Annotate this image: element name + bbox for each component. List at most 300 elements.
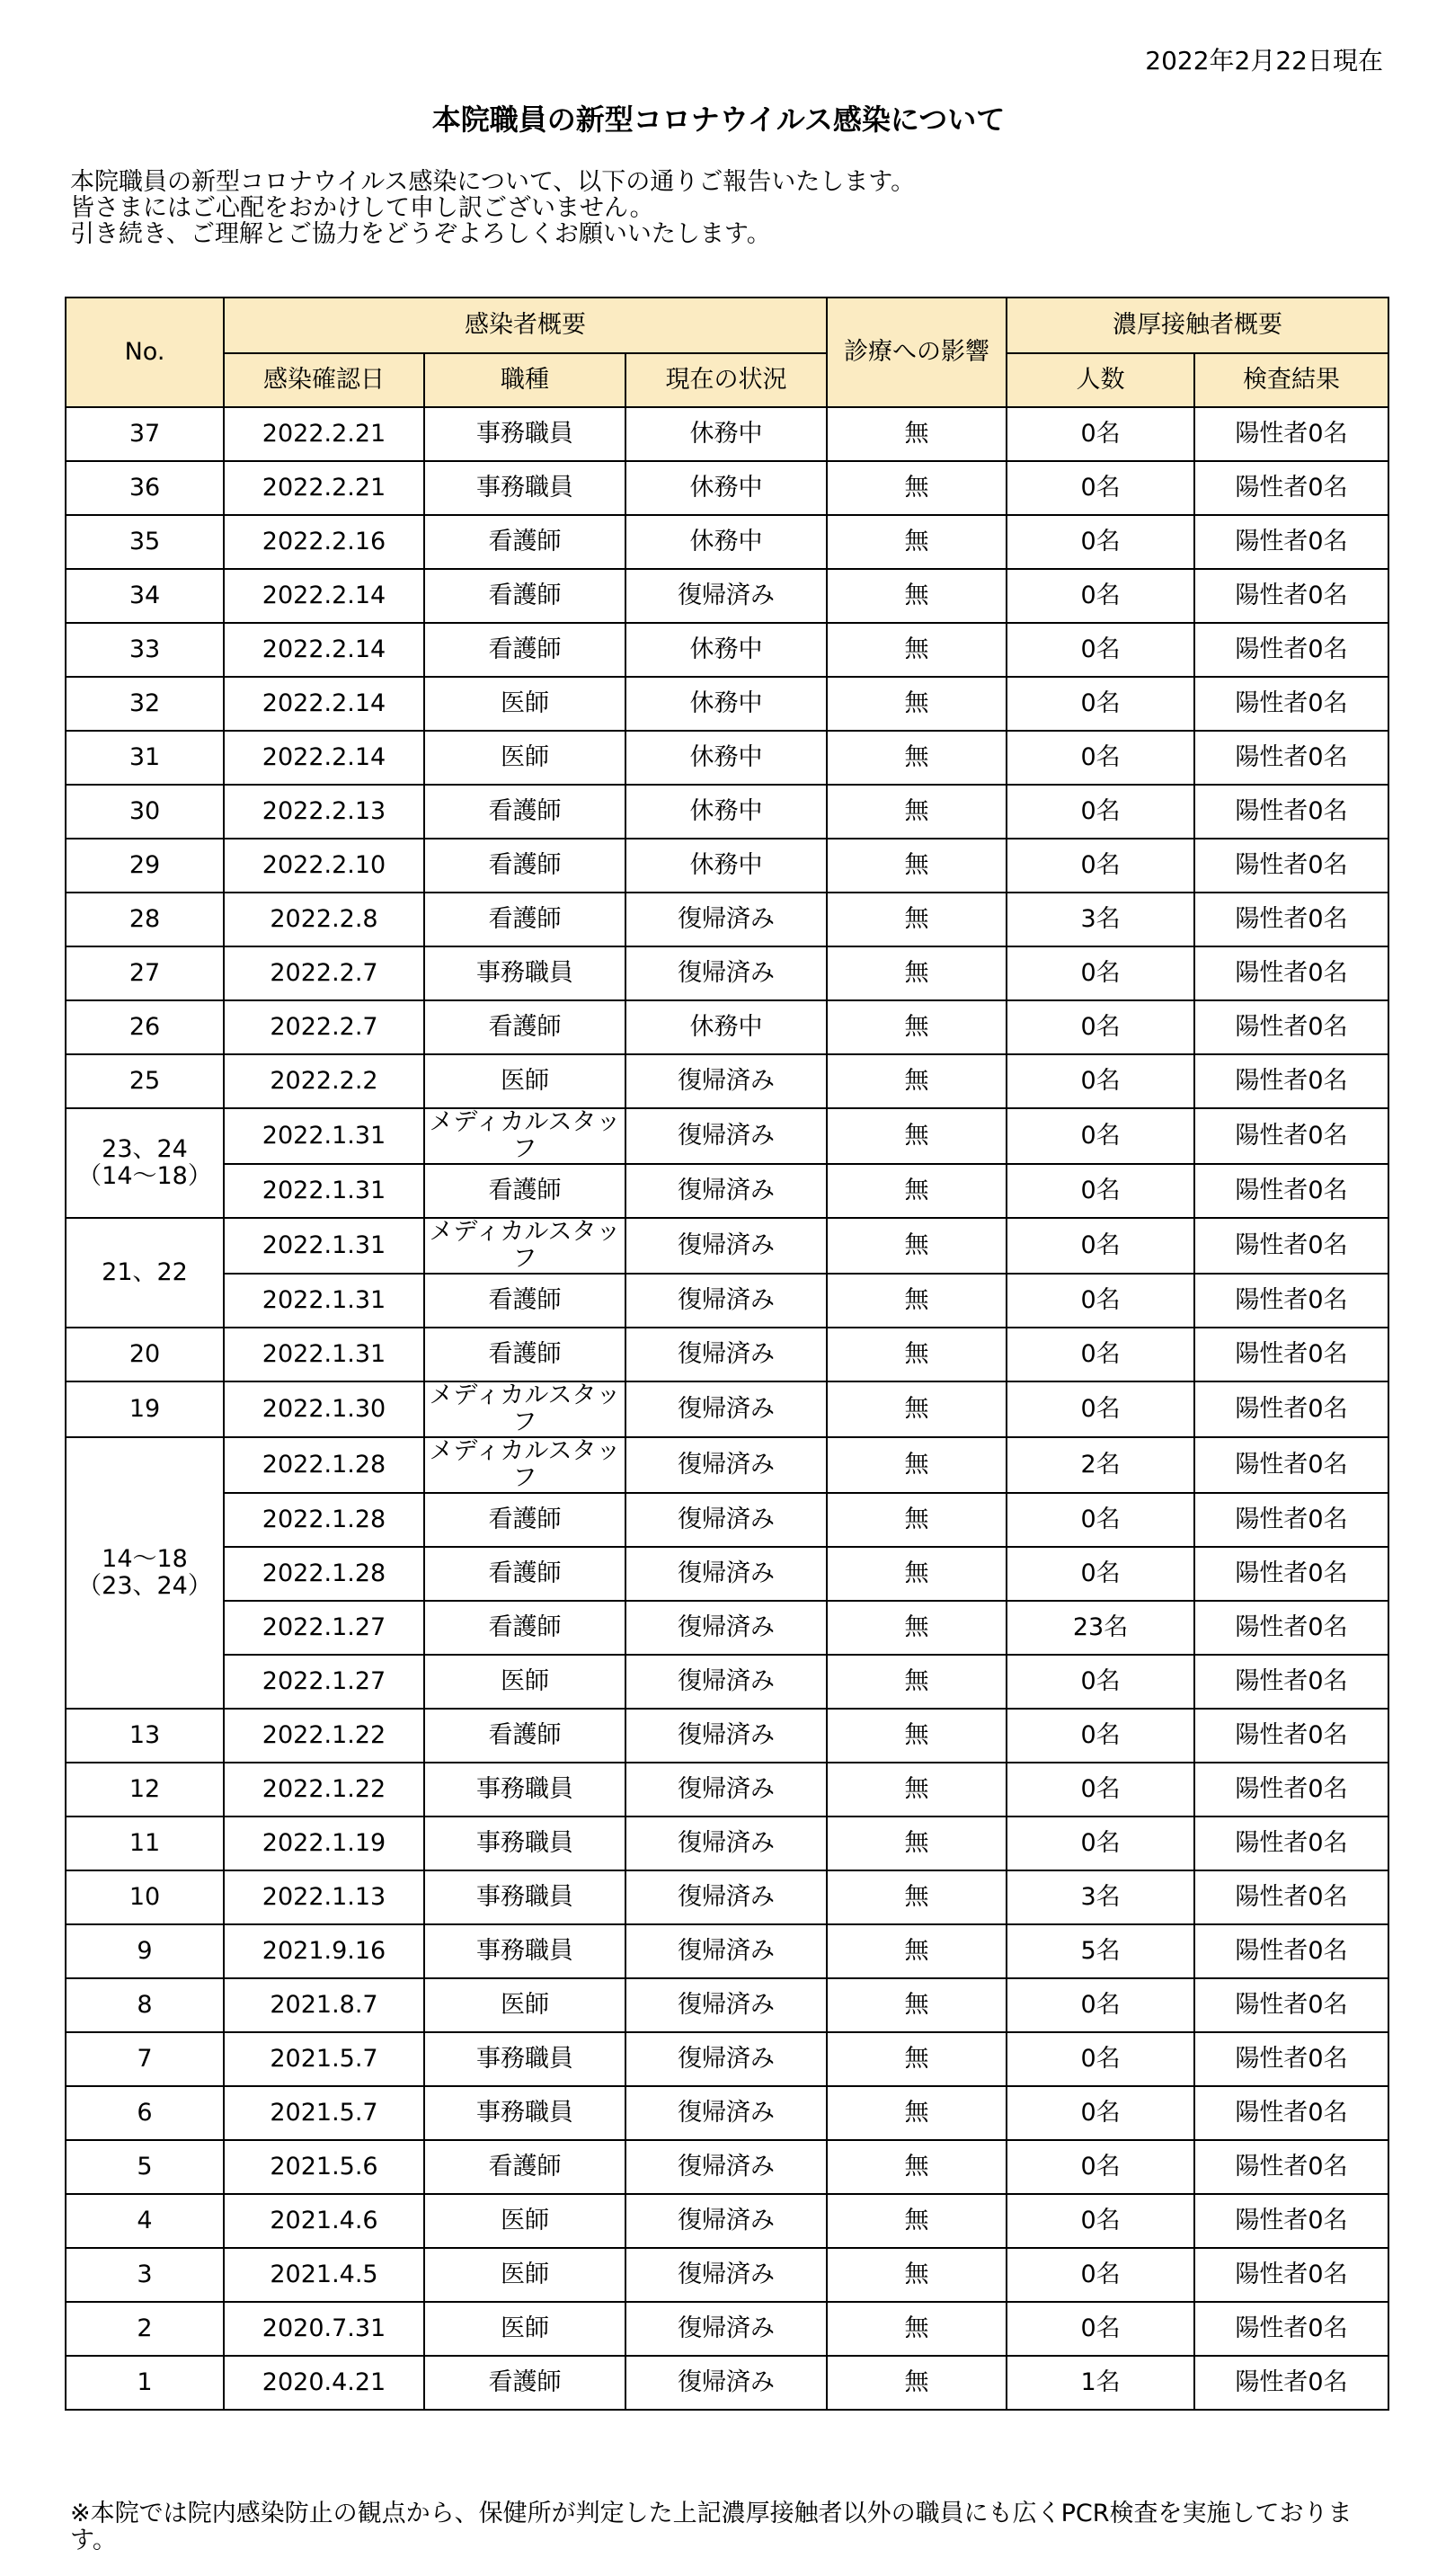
cell-contact-count: 2名	[1007, 1437, 1194, 1493]
cell-status: 休務中	[625, 1000, 827, 1054]
cell-test-result: 陽性者0名	[1194, 1547, 1388, 1601]
cell-impact: 無	[827, 1437, 1007, 1493]
cell-occupation: 医師	[424, 1978, 625, 2032]
cell-contact-count: 0名	[1007, 1274, 1194, 1328]
cell-occupation: 看護師	[424, 2140, 625, 2194]
cell-test-result: 陽性者0名	[1194, 893, 1388, 946]
cell-no: 32	[66, 677, 224, 731]
cell-no: 7	[66, 2032, 224, 2086]
table-row	[66, 785, 1388, 839]
cell-contact-count: 1名	[1007, 2356, 1194, 2410]
cell-occupation: 看護師	[424, 893, 625, 946]
cell-impact: 無	[827, 1381, 1007, 1437]
cell-occupation: 医師	[424, 2248, 625, 2302]
footnote: ※本院では院内感染防止の観点から、保健所が判定した上記濃厚接触者以外の職員にも広くPCR検査を実施しております。	[70, 2500, 1353, 2554]
cell-occupation: 事務職員	[424, 2032, 625, 2086]
cell-occupation: 看護師	[424, 1164, 625, 1218]
cell-confirm-date: 2022.1.27	[224, 1655, 424, 1709]
cell-contact-count: 0名	[1007, 461, 1194, 515]
cell-occupation: 事務職員	[424, 407, 625, 461]
cell-no: 3	[66, 2248, 224, 2302]
cell-occupation: メディカルスタッフ	[424, 1437, 625, 1493]
table-row	[66, 1328, 1388, 1381]
cell-confirm-date: 2022.1.28	[224, 1437, 424, 1493]
cell-occupation: 看護師	[424, 1547, 625, 1601]
cell-test-result: 陽性者0名	[1194, 2248, 1388, 2302]
intro-line: 引き続き、ご理解とご協力をどうぞよろしくお願いいたします。	[70, 220, 771, 248]
cell-status: 休務中	[625, 731, 827, 785]
table-row	[66, 569, 1388, 623]
cell-no: 1	[66, 2356, 224, 2410]
cell-confirm-date: 2022.2.7	[224, 946, 424, 1000]
cell-test-result: 陽性者0名	[1194, 2140, 1388, 2194]
table-row	[66, 2086, 1388, 2140]
cell-test-result: 陽性者0名	[1194, 2086, 1388, 2140]
cell-impact: 無	[827, 623, 1007, 677]
table-row	[66, 1655, 1388, 1709]
cell-contact-count: 23名	[1007, 1601, 1194, 1655]
cell-test-result: 陽性者0名	[1194, 1601, 1388, 1655]
cell-occupation: 看護師	[424, 515, 625, 569]
cell-test-result: 陽性者0名	[1194, 1164, 1388, 1218]
table-row	[66, 2248, 1388, 2302]
cell-occupation: 事務職員	[424, 1870, 625, 1924]
table-row	[66, 1218, 1388, 1274]
cell-contact-count: 0名	[1007, 1328, 1194, 1381]
cell-status: 復帰済み	[625, 2032, 827, 2086]
table-row	[66, 1164, 1388, 1218]
cell-confirm-date: 2022.2.8	[224, 893, 424, 946]
cell-impact: 無	[827, 946, 1007, 1000]
intro-line: 本院職員の新型コロナウイルス感染について、以下の通りご報告いたします。	[70, 168, 916, 196]
header-result: 検査結果	[1194, 353, 1388, 407]
cell-contact-count: 0名	[1007, 946, 1194, 1000]
cell-contact-count: 0名	[1007, 677, 1194, 731]
cell-confirm-date: 2022.2.21	[224, 461, 424, 515]
table-row	[66, 1709, 1388, 1763]
cell-test-result: 陽性者0名	[1194, 1870, 1388, 1924]
cell-impact: 無	[827, 1924, 1007, 1978]
cell-no: 23、24 （14～18）	[66, 1108, 224, 1218]
table-row	[66, 1817, 1388, 1870]
cell-impact: 無	[827, 1164, 1007, 1218]
cell-test-result: 陽性者0名	[1194, 1328, 1388, 1381]
cell-status: 復帰済み	[625, 1763, 827, 1817]
table-row	[66, 2194, 1388, 2248]
cell-contact-count: 0名	[1007, 2140, 1194, 2194]
table-row	[66, 731, 1388, 785]
cell-impact: 無	[827, 1000, 1007, 1054]
cell-confirm-date: 2022.2.2	[224, 1054, 424, 1108]
cell-no: 35	[66, 515, 224, 569]
table-row	[66, 1000, 1388, 1054]
cell-test-result: 陽性者0名	[1194, 2032, 1388, 2086]
cell-occupation: 事務職員	[424, 1763, 625, 1817]
cell-contact-count: 0名	[1007, 1763, 1194, 1817]
cell-impact: 無	[827, 2086, 1007, 2140]
cell-impact: 無	[827, 893, 1007, 946]
cell-status: 復帰済み	[625, 2356, 827, 2410]
table-row	[66, 1978, 1388, 2032]
cell-impact: 無	[827, 407, 1007, 461]
cell-no: 10	[66, 1870, 224, 1924]
cell-test-result: 陽性者0名	[1194, 1709, 1388, 1763]
cell-impact: 無	[827, 1054, 1007, 1108]
cell-test-result: 陽性者0名	[1194, 1978, 1388, 2032]
cell-test-result: 陽性者0名	[1194, 1924, 1388, 1978]
cell-contact-count: 0名	[1007, 2302, 1194, 2356]
cell-test-result: 陽性者0名	[1194, 461, 1388, 515]
header-contact-summary: 濃厚接触者概要	[1007, 298, 1388, 353]
cell-test-result: 陽性者0名	[1194, 1381, 1388, 1437]
cell-status: 復帰済み	[625, 2248, 827, 2302]
cell-status: 復帰済み	[625, 1274, 827, 1328]
cell-confirm-date: 2021.8.7	[224, 1978, 424, 2032]
cell-contact-count: 0名	[1007, 1655, 1194, 1709]
cell-test-result: 陽性者0名	[1194, 1108, 1388, 1164]
cell-impact: 無	[827, 1763, 1007, 1817]
header-occupation: 職種	[424, 353, 625, 407]
cell-occupation: 事務職員	[424, 1924, 625, 1978]
cell-no: 30	[66, 785, 224, 839]
table-row	[66, 1381, 1388, 1437]
cell-status: 復帰済み	[625, 893, 827, 946]
cell-no: 6	[66, 2086, 224, 2140]
cell-confirm-date: 2021.4.5	[224, 2248, 424, 2302]
cell-confirm-date: 2022.1.19	[224, 1817, 424, 1870]
cell-occupation: 看護師	[424, 569, 625, 623]
cell-occupation: 医師	[424, 2302, 625, 2356]
cell-no: 5	[66, 2140, 224, 2194]
cell-test-result: 陽性者0名	[1194, 1493, 1388, 1547]
cell-confirm-date: 2022.2.16	[224, 515, 424, 569]
cell-no: 29	[66, 839, 224, 893]
cell-contact-count: 0名	[1007, 1817, 1194, 1870]
cell-occupation: 看護師	[424, 839, 625, 893]
cell-confirm-date: 2022.2.14	[224, 623, 424, 677]
cell-contact-count: 0名	[1007, 515, 1194, 569]
cell-status: 復帰済み	[625, 2140, 827, 2194]
cell-no: 12	[66, 1763, 224, 1817]
cell-impact: 無	[827, 569, 1007, 623]
cell-no: 14～18 （23、24）	[66, 1437, 224, 1709]
cell-status: 休務中	[625, 677, 827, 731]
cell-status: 復帰済み	[625, 1655, 827, 1709]
cell-test-result: 陽性者0名	[1194, 1763, 1388, 1817]
report-date: 2022年2月22日現在	[1145, 46, 1383, 76]
cell-impact: 無	[827, 1655, 1007, 1709]
table-row	[66, 1547, 1388, 1601]
cell-test-result: 陽性者0名	[1194, 677, 1388, 731]
cell-no: 31	[66, 731, 224, 785]
page-title: 本院職員の新型コロナウイルス感染について	[431, 102, 1006, 137]
cell-confirm-date: 2021.5.6	[224, 2140, 424, 2194]
cell-confirm-date: 2022.2.13	[224, 785, 424, 839]
cell-test-result: 陽性者0名	[1194, 2356, 1388, 2410]
table-row	[66, 2032, 1388, 2086]
table-row	[66, 2302, 1388, 2356]
cell-status: 復帰済み	[625, 1054, 827, 1108]
cell-impact: 無	[827, 839, 1007, 893]
cell-test-result: 陽性者0名	[1194, 1437, 1388, 1493]
cell-occupation: 看護師	[424, 1000, 625, 1054]
cell-status: 休務中	[625, 839, 827, 893]
cell-test-result: 陽性者0名	[1194, 1054, 1388, 1108]
cell-test-result: 陽性者0名	[1194, 1274, 1388, 1328]
cell-no: 8	[66, 1978, 224, 2032]
cell-test-result: 陽性者0名	[1194, 1218, 1388, 1274]
cell-confirm-date: 2022.2.21	[224, 407, 424, 461]
cell-no: 9	[66, 1924, 224, 1978]
cell-no: 36	[66, 461, 224, 515]
cell-status: 休務中	[625, 623, 827, 677]
table-row	[66, 407, 1388, 461]
cell-contact-count: 0名	[1007, 1218, 1194, 1274]
cell-contact-count: 0名	[1007, 2086, 1194, 2140]
cell-status: 休務中	[625, 515, 827, 569]
cell-occupation: 看護師	[424, 785, 625, 839]
cell-occupation: 看護師	[424, 1328, 625, 1381]
cell-impact: 無	[827, 1108, 1007, 1164]
cell-status: 復帰済み	[625, 569, 827, 623]
cell-confirm-date: 2021.5.7	[224, 2032, 424, 2086]
cell-occupation: 事務職員	[424, 461, 625, 515]
cell-test-result: 陽性者0名	[1194, 785, 1388, 839]
cell-impact: 無	[827, 1870, 1007, 1924]
cell-contact-count: 0名	[1007, 1709, 1194, 1763]
cell-occupation: 医師	[424, 1054, 625, 1108]
table-row	[66, 2140, 1388, 2194]
cell-status: 復帰済み	[625, 946, 827, 1000]
cell-contact-count: 0名	[1007, 1493, 1194, 1547]
cell-impact: 無	[827, 515, 1007, 569]
cell-contact-count: 0名	[1007, 569, 1194, 623]
table-row	[66, 1437, 1388, 1493]
cell-occupation: 事務職員	[424, 946, 625, 1000]
table-row	[66, 1870, 1388, 1924]
cell-confirm-date: 2020.4.21	[224, 2356, 424, 2410]
cell-test-result: 陽性者0名	[1194, 515, 1388, 569]
cell-occupation: 看護師	[424, 2356, 625, 2410]
table-row	[66, 2356, 1388, 2410]
cell-no: 26	[66, 1000, 224, 1054]
table-row	[66, 1108, 1388, 1164]
cell-status: 復帰済み	[625, 1218, 827, 1274]
cell-no: 28	[66, 893, 224, 946]
cell-status: 休務中	[625, 785, 827, 839]
cell-occupation: メディカルスタッフ	[424, 1108, 625, 1164]
header-no: No.	[66, 298, 224, 407]
cell-impact: 無	[827, 731, 1007, 785]
cell-confirm-date: 2022.1.22	[224, 1763, 424, 1817]
cell-impact: 無	[827, 2356, 1007, 2410]
cell-confirm-date: 2021.9.16	[224, 1924, 424, 1978]
cell-impact: 無	[827, 1709, 1007, 1763]
cell-status: 復帰済み	[625, 1493, 827, 1547]
cell-no: 37	[66, 407, 224, 461]
cell-contact-count: 0名	[1007, 1381, 1194, 1437]
cell-status: 復帰済み	[625, 2194, 827, 2248]
cell-test-result: 陽性者0名	[1194, 1655, 1388, 1709]
cell-occupation: 看護師	[424, 1709, 625, 1763]
cell-no: 11	[66, 1817, 224, 1870]
cell-occupation: 医師	[424, 1655, 625, 1709]
cell-impact: 無	[827, 1218, 1007, 1274]
cell-status: 復帰済み	[625, 1924, 827, 1978]
cell-status: 復帰済み	[625, 1164, 827, 1218]
cell-status: 復帰済み	[625, 2086, 827, 2140]
table-row	[66, 893, 1388, 946]
cell-impact: 無	[827, 2302, 1007, 2356]
cell-contact-count: 0名	[1007, 1000, 1194, 1054]
cell-occupation: 医師	[424, 677, 625, 731]
cell-test-result: 陽性者0名	[1194, 2194, 1388, 2248]
cell-no: 4	[66, 2194, 224, 2248]
cell-impact: 無	[827, 785, 1007, 839]
table-row	[66, 677, 1388, 731]
cell-no: 20	[66, 1328, 224, 1381]
cell-status: 復帰済み	[625, 1437, 827, 1493]
header-confirm-date: 感染確認日	[224, 353, 424, 407]
table-row	[66, 1493, 1388, 1547]
cell-impact: 無	[827, 2248, 1007, 2302]
cell-test-result: 陽性者0名	[1194, 839, 1388, 893]
cell-no: 19	[66, 1381, 224, 1437]
cell-confirm-date: 2021.5.7	[224, 2086, 424, 2140]
cell-contact-count: 0名	[1007, 785, 1194, 839]
cell-impact: 無	[827, 2194, 1007, 2248]
cell-status: 復帰済み	[625, 1709, 827, 1763]
infection-table	[65, 297, 1389, 2411]
cell-impact: 無	[827, 2032, 1007, 2086]
cell-confirm-date: 2022.1.31	[224, 1328, 424, 1381]
header-impact: 診療への影響	[827, 298, 1007, 407]
cell-impact: 無	[827, 1547, 1007, 1601]
cell-contact-count: 0名	[1007, 407, 1194, 461]
cell-contact-count: 0名	[1007, 731, 1194, 785]
cell-contact-count: 0名	[1007, 1054, 1194, 1108]
cell-contact-count: 0名	[1007, 1164, 1194, 1218]
cell-no: 21、22	[66, 1218, 224, 1328]
cell-no: 25	[66, 1054, 224, 1108]
cell-occupation: メディカルスタッフ	[424, 1381, 625, 1437]
header-infected-summary: 感染者概要	[224, 298, 827, 353]
cell-contact-count: 0名	[1007, 1978, 1194, 2032]
cell-contact-count: 0名	[1007, 2032, 1194, 2086]
table-row	[66, 461, 1388, 515]
cell-confirm-date: 2022.1.28	[224, 1493, 424, 1547]
table-body	[66, 407, 1388, 2410]
cell-contact-count: 0名	[1007, 1108, 1194, 1164]
cell-no: 2	[66, 2302, 224, 2356]
cell-confirm-date: 2022.1.27	[224, 1601, 424, 1655]
table-row	[66, 1763, 1388, 1817]
cell-contact-count: 0名	[1007, 1547, 1194, 1601]
cell-confirm-date: 2022.2.14	[224, 731, 424, 785]
table-row	[66, 515, 1388, 569]
cell-confirm-date: 2022.1.31	[224, 1218, 424, 1274]
cell-impact: 無	[827, 2140, 1007, 2194]
cell-confirm-date: 2022.2.14	[224, 569, 424, 623]
cell-status: 復帰済み	[625, 2302, 827, 2356]
cell-status: 復帰済み	[625, 1547, 827, 1601]
cell-confirm-date: 2022.2.10	[224, 839, 424, 893]
cell-impact: 無	[827, 1274, 1007, 1328]
cell-test-result: 陽性者0名	[1194, 946, 1388, 1000]
cell-no: 13	[66, 1709, 224, 1763]
cell-status: 復帰済み	[625, 1601, 827, 1655]
cell-occupation: 事務職員	[424, 1817, 625, 1870]
cell-no: 34	[66, 569, 224, 623]
cell-occupation: 看護師	[424, 1493, 625, 1547]
intro-text	[70, 169, 915, 247]
cell-confirm-date: 2022.1.31	[224, 1108, 424, 1164]
cell-contact-count: 0名	[1007, 839, 1194, 893]
cell-test-result: 陽性者0名	[1194, 569, 1388, 623]
cell-confirm-date: 2022.2.7	[224, 1000, 424, 1054]
cell-no: 27	[66, 946, 224, 1000]
cell-no: 33	[66, 623, 224, 677]
cell-confirm-date: 2020.7.31	[224, 2302, 424, 2356]
table-row	[66, 839, 1388, 893]
header-count: 人数	[1007, 353, 1194, 407]
cell-status: 復帰済み	[625, 1328, 827, 1381]
table-row	[66, 1274, 1388, 1328]
cell-impact: 無	[827, 677, 1007, 731]
cell-impact: 無	[827, 1978, 1007, 2032]
cell-confirm-date: 2022.1.28	[224, 1547, 424, 1601]
table-row	[66, 1924, 1388, 1978]
cell-status: 休務中	[625, 461, 827, 515]
cell-status: 復帰済み	[625, 1817, 827, 1870]
cell-confirm-date: 2022.1.31	[224, 1164, 424, 1218]
cell-confirm-date: 2021.4.6	[224, 2194, 424, 2248]
header-status: 現在の状況	[625, 353, 827, 407]
table-row	[66, 1054, 1388, 1108]
cell-status: 復帰済み	[625, 1108, 827, 1164]
cell-impact: 無	[827, 1493, 1007, 1547]
cell-test-result: 陽性者0名	[1194, 731, 1388, 785]
cell-contact-count: 5名	[1007, 1924, 1194, 1978]
cell-contact-count: 0名	[1007, 2194, 1194, 2248]
cell-occupation: 医師	[424, 2194, 625, 2248]
cell-occupation: 看護師	[424, 623, 625, 677]
cell-contact-count: 0名	[1007, 2248, 1194, 2302]
cell-impact: 無	[827, 1817, 1007, 1870]
table-row	[66, 1601, 1388, 1655]
cell-occupation: 医師	[424, 731, 625, 785]
intro-line: 皆さまにはご心配をおかけして申し訳ございません。	[70, 194, 654, 222]
cell-contact-count: 3名	[1007, 893, 1194, 946]
table-row	[66, 946, 1388, 1000]
table-row	[66, 623, 1388, 677]
cell-test-result: 陽性者0名	[1194, 2302, 1388, 2356]
cell-impact: 無	[827, 1601, 1007, 1655]
cell-occupation: 看護師	[424, 1601, 625, 1655]
cell-occupation: 事務職員	[424, 2086, 625, 2140]
cell-status: 復帰済み	[625, 1381, 827, 1437]
cell-confirm-date: 2022.1.13	[224, 1870, 424, 1924]
cell-confirm-date: 2022.1.22	[224, 1709, 424, 1763]
cell-contact-count: 0名	[1007, 623, 1194, 677]
table-header	[66, 298, 1388, 407]
cell-occupation: 看護師	[424, 1274, 625, 1328]
cell-confirm-date: 2022.2.14	[224, 677, 424, 731]
cell-test-result: 陽性者0名	[1194, 623, 1388, 677]
cell-impact: 無	[827, 1328, 1007, 1381]
cell-status: 復帰済み	[625, 1978, 827, 2032]
cell-contact-count: 3名	[1007, 1870, 1194, 1924]
